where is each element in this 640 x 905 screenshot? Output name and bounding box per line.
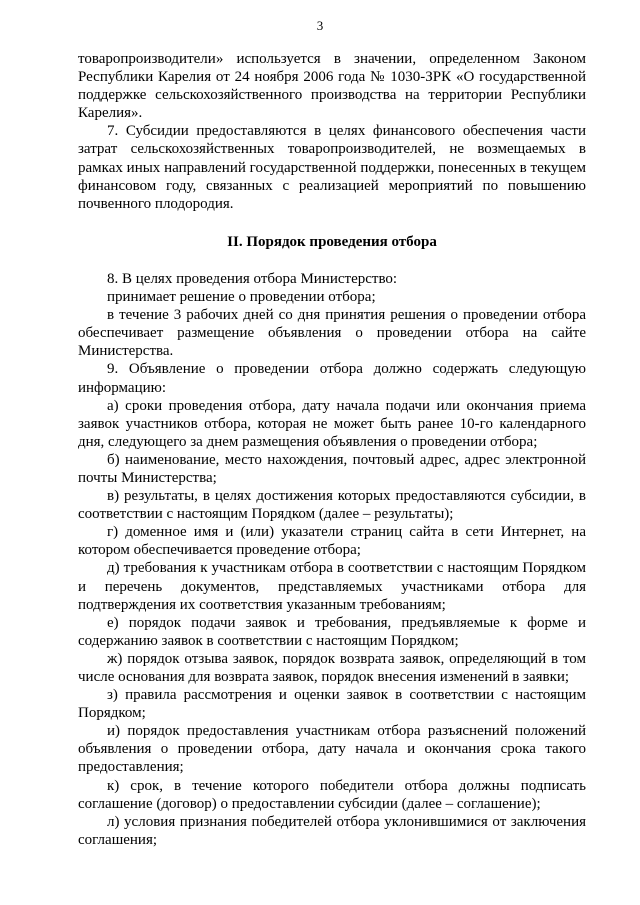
list-item-k: к) срок, в течение которого победители отбора должны подписать соглашение (договор) о предоставлении субсидии (далее – соглашение);	[78, 777, 586, 812]
list-item-a: а) сроки проведения отбора, дату начала подачи или окончания приема заявок участников отбора, которая не может быть ранее 10-го календарного дня, следующего за днем размещения объявления о проведении отбора;	[78, 397, 586, 450]
document-body	[78, 50, 586, 849]
section-heading: II. Порядок проведения отбора	[227, 233, 437, 250]
list-item-z: з) правила рассмотрения и оценки заявок в соответствии с настоящим Порядком;	[78, 687, 586, 722]
paragraph-item-7: 7. Субсидии предоставляются в целях финансового обеспечения части затрат сельскохозяйственных товаропроизводителей, не возмещаемых в рамках иных направлений государственной поддержки, понесенных в текущем финансовом году, связанных с реализацией мероприятий по повышению почвенного плодородия.	[78, 123, 586, 212]
paragraph-decision: принимает решение о проведении отбора;	[107, 289, 376, 306]
list-item-b: б) наименование, место нахождения, почтовый адрес, адрес электронной почты Министерства;	[78, 451, 586, 486]
paragraph-item-8: 8. В целях проведения отбора Министерство:	[107, 270, 398, 287]
list-item-g: г) доменное имя и (или) указатели страниц сайта в сети Интернет, на котором обеспечивается проведение отбора;	[78, 524, 586, 559]
list-item-l: л) условия признания победителей отбора уклонившимися от заключения соглашения;	[78, 813, 586, 848]
page-number: 3	[316, 18, 324, 33]
paragraph-item-9: 9. Объявление о проведении отбора должно содержать следующую информацию:	[78, 361, 586, 396]
list-item-i: и) порядок предоставления участникам отбора разъяснений положений объявления о проведении отбора, дату начала и окончания срока такого предоставления;	[78, 723, 586, 776]
list-item-e: е) порядок подачи заявок и требования, предъявляемые к форме и содержанию заявок в соответствии с настоящим Порядком;	[78, 614, 586, 649]
paragraph-announcement-placement: в течение 3 рабочих дней со дня принятия решения о проведении отбора обеспечивает размещение объявления о проведении отбора на сайте Министерства.	[78, 307, 586, 360]
paragraph-continued-definition: товаропроизводители» используется в значении, определенном Законом Республики Карелия от 24 ноября 2006 года № 1030-ЗРК «О государственной поддержке сельскохозяйственного производства на территории Республики Карелия».	[78, 51, 586, 122]
list-item-zh: ж) порядок отзыва заявок, порядок возврата заявок, определяющий в том числе основания для возврата заявок, порядок внесения изменений в заявки;	[78, 650, 586, 685]
list-item-d: д) требования к участникам отбора в соответствии с настоящим Порядком и перечень документов, представляемых участниками отбора для подтверждения их соответствия указанным требованиям;	[78, 560, 586, 613]
list-item-v: в) результаты, в целях достижения которых предоставляются субсидии, в соответствии с настоящим Порядком (далее – результаты);	[78, 488, 586, 523]
